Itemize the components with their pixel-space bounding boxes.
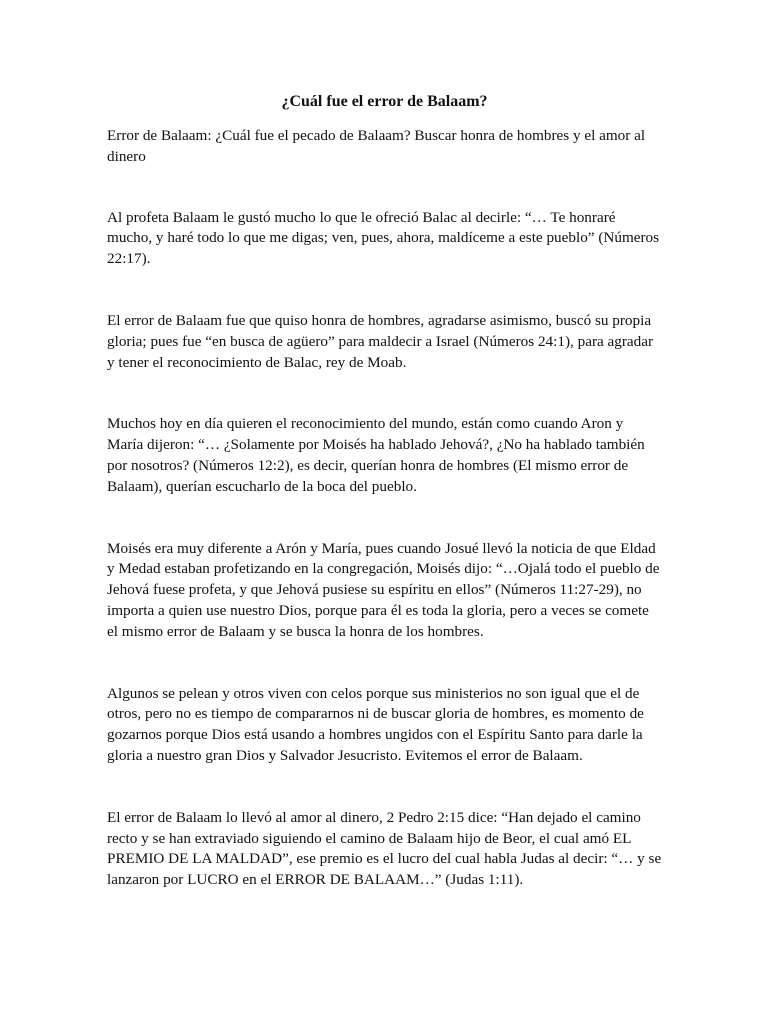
paragraph-dinero: El error de Balaam lo llevó al amor al dinero, 2 Pedro 2:15 dice: “Han dejado el camino recto y se han extraviado siguiendo el camino de Balaam hijo de Beor, el cual amó EL PREMIO DE LA MALDAD”, ese premio es el lucro del cual habla Judas al decir: “… y se lanzaron por LUCRO en el ERROR DE BALAAM…” (Judas 1:11). — [107, 808, 662, 889]
paragraph-intro: Error de Balaam: ¿Cuál fue el pecado de Balaam? Buscar honra de hombres y el amor al dinero — [107, 127, 646, 165]
paragraph-aron-maria: Muchos hoy en día quieren el reconocimiento del mundo, están como cuando Aron y María dijeron: “… ¿Solamente por Moisés ha hablado Jehová?, ¿No ha hablado también por nosotros? (Números 12:2), es decir, querían honra de hombres (El mismo error de Balaam), querían escucharlo de la boca del pueblo. — [107, 415, 645, 495]
paragraph-moises: Moisés era muy diferente a Arón y María, pues cuando Josué llevó la noticia de que Eldad y Medad estaban profetizando en la congregación, Moisés dijo: “…Ojalá todo el pueblo de Jehová fuese profeta, y que Jehová pusiese su espíritu en ellos” (Números 11:27-29), no importa a quien use nuestro Dios, porque para él es toda la gloria, pero a veces se comete el mismo error de Balaam y se busca la honra de los hombres. — [107, 539, 660, 640]
paragraph-error-honor: El error de Balaam fue que quiso honra de hombres, agradarse asimismo, buscó su propia gloria; pues fue “en busca de agüero” para maldecir a Israel (Números 24:1), para agradar y tener el reconocimiento de Balac, rey de Moab. — [107, 311, 654, 371]
paragraph-celos: Algunos se pelean y otros viven con celos porque sus ministerios no son igual que el de otros, pero no es tiempo de compararnos ni de buscar gloria de hombres, es momento de gozarnos porque Dios está usando a hombres ungidos con el Espíritu Santo para darle la gloria a nuestro gran Dios y Salvador Jesucristo. Evitemos el error de Balaam. — [107, 684, 644, 764]
document-title: ¿Cuál fue el error de Balaam? — [281, 93, 488, 110]
paragraph-balac-offer: Al profeta Balaam le gustó mucho lo que le ofreció Balac al decirle: “… Te honraré mucho, y haré todo lo que me digas; ven, pues, ahora, maldíceme a este pueblo” (Números 22:17). — [107, 208, 660, 268]
